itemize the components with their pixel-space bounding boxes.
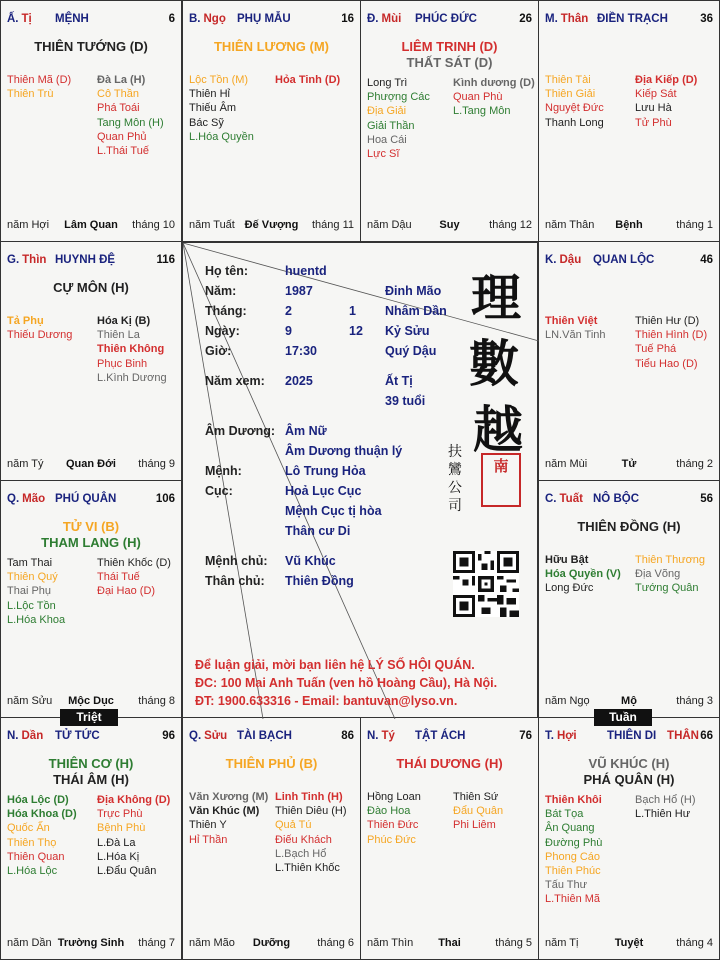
palace-month: tháng 3 <box>676 695 713 707</box>
palace-phase: Suy <box>439 219 460 231</box>
minor-star: L.Đẩu Quân <box>97 864 157 877</box>
palace-branch <box>7 493 45 505</box>
palace-branch <box>7 254 46 266</box>
value-nam-xem: 2025 <box>285 374 313 388</box>
palace-month: tháng 8 <box>138 695 175 707</box>
palace-number: 76 <box>519 730 532 742</box>
palace-name: PHỤ MẪU <box>237 13 291 25</box>
minor-star: Nguyệt Đức <box>545 102 604 115</box>
minor-star: Thiên Y <box>189 819 227 832</box>
major-star: THIÊN ĐỒNG (H) <box>577 519 681 534</box>
palace-month: tháng 4 <box>676 937 713 949</box>
palace-stem: Ấ. <box>7 13 19 25</box>
palace-branch <box>545 493 583 505</box>
palace-branch <box>7 13 32 25</box>
minor-star: Lưu Hà <box>635 102 672 115</box>
value-nam-xem-canchi: Ất Tị <box>385 374 413 388</box>
major-star: THÁI ÂM (H) <box>53 772 129 787</box>
minor-star: Phượng Các <box>367 91 430 104</box>
palace-month: tháng 9 <box>138 458 175 470</box>
palace-branch-name: Tị <box>21 13 32 25</box>
qr-code-icon <box>453 551 519 617</box>
palace-branch <box>545 730 577 742</box>
tuan-tag: Tuần <box>594 709 652 726</box>
palace-month: tháng 7 <box>138 937 175 949</box>
palace-year: năm Tuất <box>189 219 235 231</box>
palace-number: 6 <box>168 13 175 25</box>
palace-branch <box>189 730 227 742</box>
palace-phase: Tử <box>621 458 637 470</box>
minor-star: Thiên Việt <box>545 315 598 327</box>
palace-name: QUAN LỘC <box>593 254 655 266</box>
minor-star: Thiên Hình (D) <box>635 329 708 342</box>
palace-stem: Đ. <box>367 13 379 25</box>
palace-branch <box>367 730 395 742</box>
palace-number: 86 <box>341 730 354 742</box>
palace-branch-name: Dậu <box>559 254 582 266</box>
minor-star: Ân Quang <box>545 822 595 835</box>
palace-branch-name: Thìn <box>22 254 47 266</box>
minor-star: Thiên Không <box>97 343 165 356</box>
palace-than <box>538 0 720 242</box>
minor-stars-left <box>545 73 604 130</box>
minor-stars-left <box>367 76 430 161</box>
minor-star: L.Thái Tuế <box>97 144 149 157</box>
palace-branch <box>367 13 401 25</box>
minor-star: Thai Phụ <box>7 585 52 598</box>
palace-month: tháng 1 <box>676 219 713 231</box>
palace-suu <box>182 717 361 960</box>
minor-star: Hóa Khoa (D) <box>7 808 77 821</box>
minor-star: Quả Tú <box>275 819 312 832</box>
minor-star: Thiên Trù <box>7 88 54 101</box>
minor-star: Tuế Phá <box>635 343 677 356</box>
palace-phase: Dưỡng <box>252 937 291 949</box>
label-nam-xem: Năm xem: <box>205 374 265 388</box>
palace-phase: Thai <box>438 937 461 949</box>
palace-branch-name: Ngọ <box>203 13 226 25</box>
value-thang: 2 <box>285 304 292 318</box>
minor-star: Thiên Thương <box>635 554 706 566</box>
palace-name: TÀI BẠCH <box>237 730 292 742</box>
minor-star: Tang Môn (H) <box>97 116 164 129</box>
palace-phase: Mộc Dục <box>68 695 114 707</box>
palace-phase: Tuyệt <box>614 937 644 949</box>
palace-name: TỬ TỨC <box>55 730 100 742</box>
palace-branch-name: Mùi <box>381 13 402 25</box>
palace-name: PHÚC ĐỨC <box>415 13 477 25</box>
major-star: THÁI DƯƠNG (H) <box>396 756 503 771</box>
palace-branch <box>545 254 581 266</box>
minor-star: Địa Giải <box>367 105 407 118</box>
label-menh-chu: Mệnh chủ: <box>205 554 268 568</box>
value-cuc-3: Thân cư Di <box>285 524 351 538</box>
palace-phase: Bệnh <box>615 219 643 231</box>
minor-star: Thiên Khốc (D) <box>97 557 171 569</box>
major-star: THIÊN CƠ (H) <box>48 756 134 771</box>
red-seal-stamp: 南 <box>481 453 521 507</box>
palace-dau <box>538 241 720 481</box>
palace-tuat <box>538 480 720 718</box>
triet-tag: Triệt <box>60 709 118 726</box>
center-info-panel <box>182 242 538 718</box>
minor-star: Đào Hoa <box>367 805 411 818</box>
minor-star: Thiên Mã (D) <box>7 74 72 86</box>
minor-star: Thiên Quý <box>7 571 58 584</box>
palace-year: năm Thìn <box>367 937 414 949</box>
palace-month: tháng 2 <box>676 458 713 470</box>
minor-star: Lộc Tồn (M) <box>189 74 249 86</box>
value-am-duong: Âm Nữ <box>285 424 327 438</box>
minor-star: Đại Hao (D) <box>97 585 156 598</box>
palace-branch-name: Hợi <box>556 730 577 742</box>
value-nam: 1987 <box>285 284 313 298</box>
minor-star: Thiên Phúc <box>545 864 601 877</box>
palace-phase: Quan Đới <box>66 458 116 470</box>
major-star: THIÊN TƯỚNG (D) <box>34 39 148 54</box>
major-star: LIÊM TRINH (D) <box>401 39 498 54</box>
minor-star: Tả Phụ <box>7 315 44 327</box>
palace-name: THIÊN DI <box>607 730 657 742</box>
palace-branch-name: Sửu <box>204 730 228 742</box>
minor-star: L.Bạch Hổ <box>275 847 327 860</box>
palace-year: năm Thân <box>545 219 595 231</box>
palace-year: năm Sửu <box>7 695 53 707</box>
palace-name: ĐIỀN TRẠCH <box>597 13 668 25</box>
palace-dan <box>0 717 182 960</box>
minor-star: Bát Tọa <box>545 808 584 821</box>
palace-hoi <box>538 717 720 960</box>
minor-star: Long Trì <box>367 77 408 89</box>
minor-stars-right <box>97 793 170 878</box>
minor-star: Bạch Hổ (H) <box>635 794 696 806</box>
minor-star: Thái Tuế <box>97 571 140 584</box>
minor-stars-right <box>453 790 503 833</box>
contact-line-1: Để luận giải, mời bạn liên hệ LÝ SỐ HỘI QUÁN. <box>195 658 475 672</box>
label-ngay: Ngày: <box>205 324 240 338</box>
minor-stars-left <box>7 556 65 627</box>
label-nam: Năm: <box>205 284 237 298</box>
palace-branch-name: Dần <box>21 730 44 742</box>
minor-star: Đà La (H) <box>97 74 146 86</box>
calligraphy-char-3: 越 <box>473 400 523 459</box>
value-cuc: Hoả Lục Cục <box>285 484 362 498</box>
minor-star: Phi Liêm <box>453 819 496 832</box>
minor-star: Phá Toái <box>97 102 140 115</box>
minor-star: Địa Không (D) <box>97 794 171 806</box>
major-star: TỬ VI (B) <box>62 519 120 534</box>
palace-stem: T. <box>545 730 554 742</box>
minor-star: Linh Tinh (H) <box>275 791 343 803</box>
palace-mao <box>0 480 182 718</box>
minor-stars-left <box>545 553 621 596</box>
minor-stars-left <box>189 790 268 847</box>
minor-star: Tam Thai <box>7 557 53 569</box>
minor-stars-right <box>275 73 340 87</box>
minor-star: Địa Kiếp (D) <box>635 74 698 86</box>
palace-phase: Đế Vượng <box>244 219 299 231</box>
palace-branch <box>545 13 588 25</box>
palace-stem: N. <box>367 730 379 742</box>
value-nam-canchi: Đinh Mão <box>385 284 442 298</box>
palace-month: tháng 11 <box>311 219 354 231</box>
minor-stars-left <box>545 314 606 342</box>
minor-star: Phúc Đức <box>367 833 416 846</box>
minor-stars-left <box>189 73 254 144</box>
minor-star: Thiên Hỉ <box>189 88 230 101</box>
minor-star: Thiên Thọ <box>7 836 57 849</box>
label-thang: Tháng: <box>205 304 247 318</box>
calligraphy-char-1: 理 <box>471 268 521 327</box>
palace-branch-name: Mão <box>22 493 46 505</box>
minor-star: Thanh Long <box>545 116 604 129</box>
minor-star: L.Hóa Lộc <box>7 864 58 877</box>
value-cuc-2: Mệnh Cục tị hòa <box>285 504 382 518</box>
minor-star: Cô Thần <box>97 88 139 101</box>
minor-stars-left <box>545 793 602 907</box>
minor-stars-right <box>635 553 705 596</box>
minor-star: Tướng Quân <box>635 582 699 595</box>
minor-star: Thiên Tài <box>545 74 591 86</box>
palace-stem: G. <box>7 254 20 266</box>
value-thang-am: 1 <box>349 304 356 318</box>
major-star: PHÁ QUÂN (H) <box>583 772 675 787</box>
minor-star: Giải Thần <box>367 119 415 132</box>
minor-star: L.Thiên Hư <box>635 808 691 821</box>
minor-star: L.Hóa Quyền <box>189 130 254 143</box>
minor-stars-right <box>635 73 697 130</box>
minor-star: Phong Cáo <box>545 850 601 863</box>
value-gio: 17:30 <box>285 344 317 358</box>
palace-stem: Q. <box>189 730 202 742</box>
minor-star: Quan Phù <box>453 91 503 104</box>
palace-stem: N. <box>7 730 19 742</box>
minor-stars-left <box>367 790 421 847</box>
minor-star: Hỉ Thần <box>189 833 228 846</box>
minor-star: Bệnh Phù <box>97 822 146 835</box>
minor-star: Lực Sĩ <box>367 147 400 160</box>
palace-tyy <box>360 717 539 960</box>
palace-number: 56 <box>700 493 713 505</box>
minor-star: Thiên Quan <box>7 850 65 863</box>
palace-month: tháng 12 <box>489 219 532 231</box>
major-star: VŨ KHÚC (H) <box>588 756 670 771</box>
palace-year: năm Mão <box>189 937 235 949</box>
seal-side-text: 扶 鸞 公 司 <box>448 444 462 514</box>
minor-star: Văn Khúc (M) <box>189 805 260 818</box>
minor-star: L.Kình Dương <box>97 371 167 384</box>
palace-phase: Mộ <box>621 695 637 707</box>
label-am-duong: Âm Dương: <box>205 424 276 438</box>
major-star: CỰ MÔN (H) <box>53 280 129 295</box>
minor-star: Thiên Hư (D) <box>635 315 700 327</box>
value-ngay-canchi: Kỷ Sửu <box>385 324 430 338</box>
palace-name: TẬT ÁCH <box>415 730 466 742</box>
value-gio-canchi: Quý Dậu <box>385 344 437 358</box>
label-menh: Mệnh: <box>205 464 242 478</box>
minor-stars-left <box>7 793 77 878</box>
palace-stem: M. <box>545 13 558 25</box>
minor-star: Kiếp Sát <box>635 88 677 101</box>
palace-number: 46 <box>700 254 713 266</box>
minor-stars-left <box>7 73 71 101</box>
minor-star: L.Thiên Mã <box>545 893 601 906</box>
minor-star: Hoa Cái <box>367 133 407 146</box>
minor-star: Đường Phù <box>545 836 603 849</box>
minor-star: Long Đức <box>545 582 594 595</box>
calligraphy-char-2: 數 <box>469 334 519 393</box>
minor-star: Tử Phù <box>635 116 672 129</box>
minor-star: LN.Văn Tinh <box>545 329 606 342</box>
palace-number: 16 <box>341 13 354 25</box>
minor-star: Văn Xương (M) <box>189 791 269 803</box>
minor-star: Tấu Thư <box>545 879 588 892</box>
palace-year: năm Hợi <box>7 219 50 231</box>
minor-star: L.Đà La <box>97 836 136 849</box>
palace-year: năm Tý <box>7 458 44 470</box>
palace-number: 96 <box>162 730 175 742</box>
minor-stars-right <box>97 556 171 599</box>
palace-name: MỆNH <box>55 13 89 25</box>
minor-star: Thiên Đức <box>367 819 419 832</box>
palace-stem: B. <box>189 13 201 25</box>
value-ngay-am: 12 <box>349 324 363 338</box>
minor-stars-right <box>97 73 164 158</box>
value-ngay: 9 <box>285 324 292 338</box>
than-marker: THÂN <box>667 730 699 742</box>
contact-line-3: ĐT: 1900.633316 - Email: bantuvan@lyso.vn. <box>195 694 458 708</box>
palace-mui <box>360 0 539 242</box>
palace-month: tháng 6 <box>317 937 354 949</box>
palace-stem: C. <box>545 493 557 505</box>
palace-name: NÔ BỘC <box>593 493 639 505</box>
label-ho-ten: Họ tên: <box>205 264 249 278</box>
palace-phase: Lâm Quan <box>64 219 118 231</box>
palace-branch <box>7 730 43 742</box>
minor-star: Địa Võng <box>635 568 681 581</box>
minor-star: Thiếu Âm <box>189 102 237 115</box>
palace-month: tháng 5 <box>495 937 532 949</box>
palace-stem: K. <box>545 254 557 266</box>
value-am-duong-2: Âm Dương thuận lý <box>285 444 403 458</box>
minor-star: Đẩu Quân <box>453 805 504 818</box>
minor-star: Thiếu Dương <box>7 329 73 342</box>
palace-phase: Trường Sinh <box>57 937 125 949</box>
label-gio: Giờ: <box>205 344 232 358</box>
palace-year: năm Tị <box>545 937 579 949</box>
minor-star: Quốc Ấn <box>7 822 50 835</box>
palace-year: năm Dậu <box>367 219 412 231</box>
minor-star: Hóa Quyền (V) <box>545 568 621 581</box>
palace-thin <box>0 241 182 481</box>
palace-number: 106 <box>155 493 175 505</box>
minor-star: Thiên Diêu (H) <box>275 805 347 818</box>
minor-star: L.Hóa Khoa <box>7 613 66 626</box>
minor-star: Hồng Loan <box>367 791 421 803</box>
minor-star: Hóa Kị (B) <box>97 315 151 327</box>
palace-year: năm Mùi <box>545 458 588 470</box>
label-cuc: Cục: <box>205 484 233 498</box>
value-menh-chu: Vũ Khúc <box>285 554 336 568</box>
minor-star: L.Hóa Kị <box>97 850 140 863</box>
minor-stars-right <box>635 793 696 821</box>
minor-star: Thiên Khôi <box>545 794 602 806</box>
minor-star: L.Lộc Tồn <box>7 599 56 612</box>
minor-star: Trực Phù <box>97 808 143 821</box>
minor-stars-right <box>453 76 535 119</box>
palace-branch <box>189 13 226 25</box>
palace-year: năm Dần <box>7 937 52 949</box>
minor-star: Quan Phủ <box>97 130 147 143</box>
value-menh: Lô Trung Hỏa <box>285 464 366 478</box>
minor-star: L.Thiên Khốc <box>275 861 340 874</box>
minor-stars-left <box>7 314 72 342</box>
minor-star: L.Tang Môn <box>453 105 511 118</box>
minor-star: Thiên Sứ <box>453 791 499 803</box>
contact-line-2: ĐC: 100 Mai Anh Tuấn (ven hồ Hoàng Cầu), Hà Nội. <box>195 676 498 690</box>
minor-stars-right <box>275 790 347 875</box>
palace-name: HUYNH ĐỆ <box>55 254 116 266</box>
minor-star: Phục Binh <box>97 357 148 370</box>
minor-star: Hóa Lộc (D) <box>7 794 69 806</box>
palace-stem: Q. <box>7 493 20 505</box>
value-ho-ten: huentd <box>285 264 327 278</box>
palace-name: PHÚ QUÂN <box>55 493 117 505</box>
palace-ngo <box>182 0 361 242</box>
palace-branch-name: Tuất <box>559 493 583 505</box>
minor-star: Hỏa Tinh (D) <box>275 74 341 86</box>
minor-star: Thiên Giải <box>545 88 596 101</box>
minor-stars-right <box>635 314 707 371</box>
palace-year: năm Ngọ <box>545 695 590 707</box>
palace-branch-name: Thân <box>560 13 589 25</box>
value-thang-canchi: Nhâm Dần <box>385 304 447 318</box>
value-than-chu: Thiên Đồng <box>285 574 354 588</box>
palace-number: 26 <box>519 13 532 25</box>
minor-star: Hữu Bật <box>545 554 589 566</box>
major-star: THAM LANG (H) <box>41 535 141 550</box>
minor-star: Bác Sỹ <box>189 116 224 129</box>
value-tuoi: 39 tuổi <box>385 394 426 408</box>
palace-number: 66 <box>700 730 713 742</box>
minor-stars-right <box>97 314 167 385</box>
minor-star: Điếu Khách <box>275 833 332 846</box>
major-star: THIÊN PHỦ (B) <box>225 756 318 771</box>
major-star: THIÊN LƯƠNG (M) <box>213 39 330 54</box>
palace-branch-name: Tý <box>381 730 395 742</box>
minor-star: Thiên La <box>97 329 140 342</box>
palace-month: tháng 10 <box>132 219 175 231</box>
palace-number: 116 <box>156 254 175 266</box>
palace-ty <box>0 0 182 242</box>
palace-number: 36 <box>700 13 713 25</box>
major-star: THẤT SÁT (D) <box>406 55 493 70</box>
label-than-chu: Thân chủ: <box>205 574 265 588</box>
minor-star: Kình dương (D) <box>453 77 535 89</box>
minor-star: Tiểu Hao (D) <box>635 357 698 370</box>
